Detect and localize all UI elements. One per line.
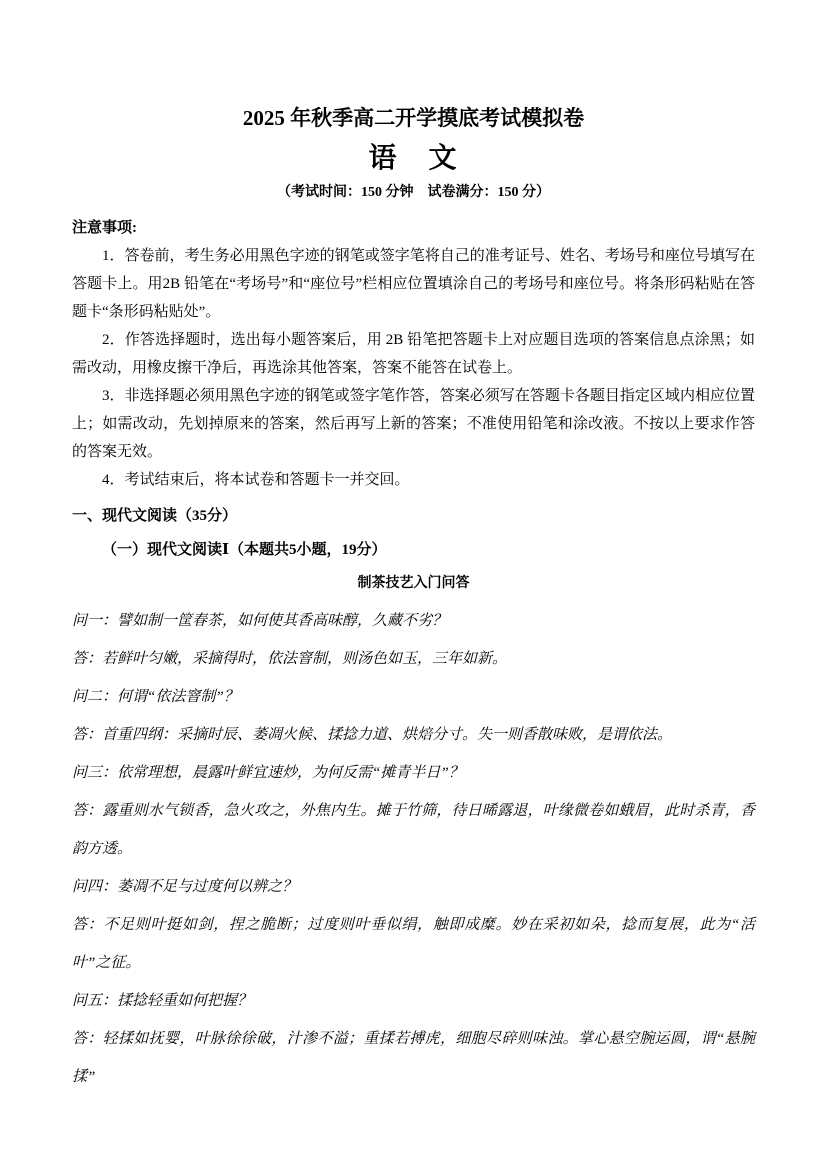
section-heading-modern-reading: 一、现代文阅读（35分） bbox=[72, 508, 238, 524]
subsection-heading-reading-1: （一）现代文阅读Ⅰ（本题共5小题，19分） bbox=[102, 542, 387, 558]
qa5-question: 问五：揉捻轻重如何把握？ bbox=[72, 993, 253, 1009]
qa1-question: 问一：譬如制一筐春茶，如何使其香高味醇，久藏不劣？ bbox=[72, 613, 448, 629]
passage-qa-section bbox=[72, 602, 755, 1096]
qa2-answer: 答：首重四纲：采摘时辰、萎凋火候、揉捻力道、烘焙分寸。失一则香散味败，是谓依法。 bbox=[72, 727, 673, 743]
qa5-answer: 答：轻揉如抚婴，叶脉徐徐破，汁渗不溢；重揉若搏虎，细胞尽碎则味浊。掌心悬空腕运圆，谓“悬腕揉” bbox=[72, 1031, 755, 1085]
qa4-question: 问四：萎凋不足与过度何以辨之？ bbox=[72, 879, 298, 895]
exam-info-line: （考试时间：150 分钟 试卷满分：150 分） bbox=[277, 185, 550, 200]
exam-title: 2025 年秋季高二开学摸底考试模拟卷 bbox=[242, 106, 585, 130]
qa4-answer: 答：不足则叶挺如剑，捏之脆断；过度则叶垂似绢，触即成糜。妙在采初如朵，捻而复展，此为“活叶”之征。 bbox=[72, 917, 755, 971]
notice-item-3: 3．非选择题必须用黑色字迹的钢笔或签字笔作答，答案必须写在答题卡各题目指定区域内相应位置上；如需改动，先划掉原来的答案，然后再写上新的答案；不准使用铅笔和涂改液。不按以上要求作答的答案无效。 bbox=[72, 388, 755, 460]
qa2-question: 问二：何谓“依法窨制”？ bbox=[72, 689, 239, 705]
notice-item-4: 4．考试结束后，将本试卷和答题卡一并交回。 bbox=[102, 472, 410, 488]
qa3-answer: 答：露重则水气锁香，急火攻之，外焦内生。摊于竹筛，待日晞露退，叶缘微卷如蛾眉，此时杀青，香韵方透。 bbox=[72, 803, 755, 857]
passage-title: 制茶技艺入门问答 bbox=[357, 576, 470, 591]
subject-title: 语 文 bbox=[368, 143, 459, 174]
qa1-answer: 答：若鲜叶匀嫩，采摘得时，依法窨制，则汤色如玉，三年如新。 bbox=[72, 651, 508, 667]
qa3-question: 问三：依常理想，晨露叶鲜宜速炒，为何反需“摊青半日”？ bbox=[72, 765, 464, 781]
notice-item-1: 1．答卷前，考生务必用黑色字迹的钢笔或签字笔将自己的准考证号、姓名、考场号和座位号填写在答题卡上。用2B 铅笔在“考场号”和“座位号”栏相应位置填涂自己的考场号和座位号。将条形码粘贴在答题卡“条形码粘贴处”。 bbox=[72, 248, 755, 320]
notice-item-2: 2．作答选择题时，选出每小题答案后，用 2B 铅笔把答题卡上对应题目选项的答案信息点涂黑；如需改动，用橡皮擦干净后，再选涂其他答案，答案不能答在试卷上。 bbox=[72, 332, 755, 376]
notice-heading: 注意事项: bbox=[72, 220, 137, 236]
